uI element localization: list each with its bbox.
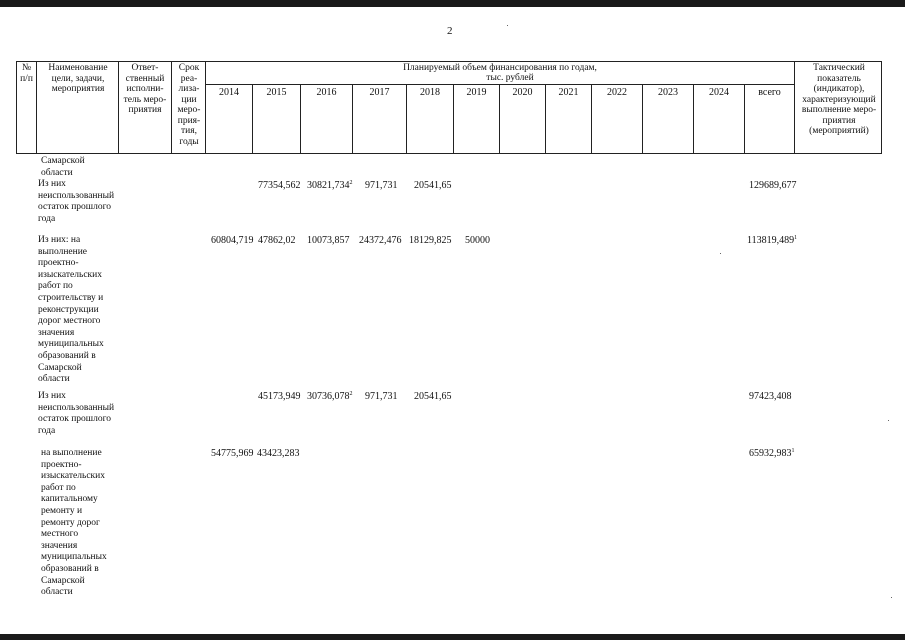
year-2014: 2014	[219, 87, 239, 98]
header-name: Наименование цели, задачи, мероприятия	[48, 63, 108, 94]
year-2017: 2017	[369, 87, 390, 98]
year-2021: 2021	[558, 87, 579, 98]
year-total: всего	[758, 87, 781, 98]
header-indicator: Тактический показатель (индикатор), характеризующий выполнение меро-приятия (мероприятий)	[801, 63, 877, 136]
year-2023: 2023	[658, 87, 678, 98]
value-cell: 30821,734$^2$	[307, 180, 353, 191]
row-label: Из них неиспользованный остаток прошлого года	[38, 391, 115, 436]
value-cell: 10073,857	[307, 235, 350, 246]
header-num: № п/п	[20, 63, 33, 84]
value-cell: 77354,562	[258, 180, 301, 191]
header-financing-unit: тыс. рублей	[486, 73, 534, 83]
year-2015: 2015	[266, 87, 287, 98]
scan-speck	[891, 597, 892, 598]
value-cell: 50000	[465, 235, 490, 246]
value-cell: 47862,02	[258, 235, 296, 246]
row-label: Из них неиспользованный остаток прошлого года	[38, 179, 115, 224]
page-number: 2	[447, 25, 453, 37]
header-financing-title: Планируемый объем финансирования по годам,	[403, 63, 597, 73]
value-cell: 129689,677	[749, 180, 797, 191]
year-2018: 2018	[420, 87, 440, 98]
value-cell: 24372,476	[359, 235, 402, 246]
value-cell: 60804,719	[211, 235, 254, 246]
row-label: Из них: на выполнение проектно-изыскательских работ по строительству и реконструкции дорог местного значения муниципальных образований в Самарской области	[38, 235, 104, 385]
top-scan-border	[0, 0, 905, 7]
value-cell: 20541,65	[414, 180, 452, 191]
value-cell: 20541,65	[414, 391, 452, 402]
value-cell: 65932,983$^1$	[749, 448, 795, 459]
scan-speck	[888, 420, 889, 421]
bottom-scan-border	[0, 634, 905, 640]
scan-speck	[507, 25, 508, 26]
value-cell: 43423,283	[257, 448, 300, 459]
value-cell: 971,731	[365, 391, 398, 402]
row-label: на выполнение проектно-изыскательских работ по капитальному ремонту и ремонту дорог местного значения муниципальных образований в Самарской области	[41, 448, 107, 598]
value-cell: 54775,969	[211, 448, 254, 459]
value-cell: 45173,949	[258, 391, 301, 402]
year-2019: 2019	[466, 87, 487, 98]
header-responsible: Ответ-ственный исполни-тель меро-приятия	[123, 63, 167, 115]
value-cell: 97423,408	[749, 391, 792, 402]
value-cell: 113819,489$^1$	[747, 235, 798, 246]
year-2016: 2016	[316, 87, 337, 98]
year-2022: 2022	[607, 87, 627, 98]
scan-speck	[720, 253, 721, 254]
value-cell: 971,731	[365, 180, 398, 191]
year-2020: 2020	[512, 87, 533, 98]
year-2024: 2024	[709, 87, 729, 98]
value-cell: 18129,825	[409, 235, 452, 246]
value-cell: 30736,078$^2$	[307, 391, 353, 402]
header-term: Срок реа-лиза-ции меро-прия-тия, годы	[177, 63, 201, 147]
row-label: Самарской области	[41, 156, 85, 178]
